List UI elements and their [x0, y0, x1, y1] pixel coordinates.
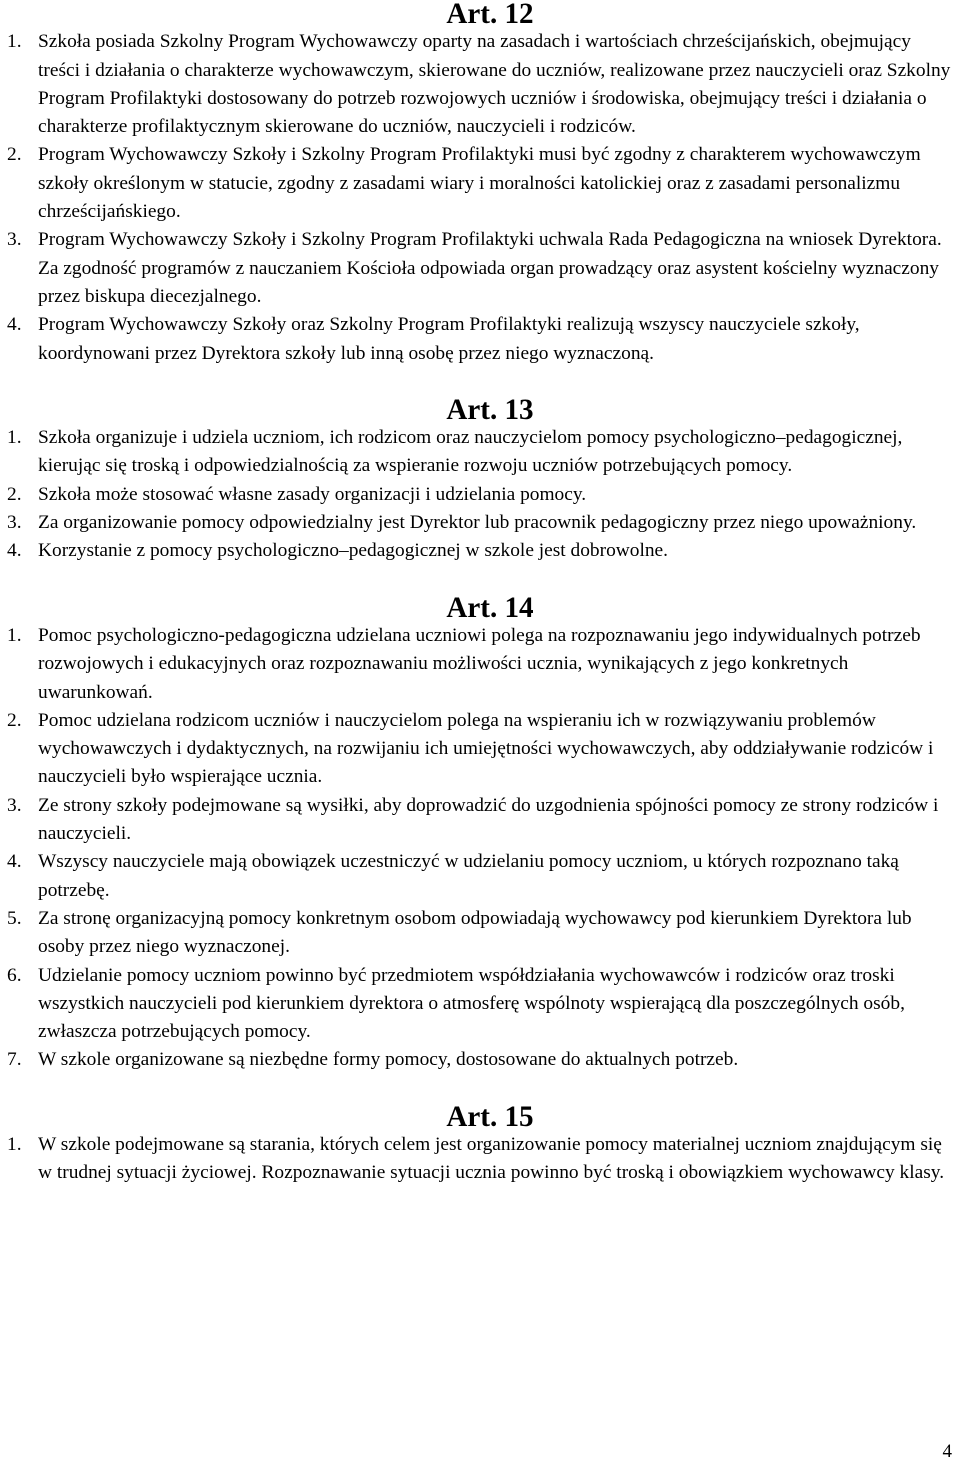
paragraph-text: Program Wychowawczy Szkoły i Szkolny Program Profilaktyki musi być zgodny z charakterem wychowawczym szkoły określonym w statucie, zgodny z zasadami wiary i moralności katolickiej oraz z zasadami personalizmu chrześcijańskiego. [38, 144, 921, 223]
paragraph [0, 848, 960, 905]
article-14 [0, 591, 960, 1075]
paragraph-text: Szkoła organizuje i udziela uczniom, ich rodzicom oraz nauczycielom pomocy psychologiczno–pedagogicznej, kierując się troską i odpowiedzialnością za wspieranie rozwoju uczniów potrzebujących pomocy. [38, 427, 903, 477]
paragraph-number: 3. [7, 512, 22, 534]
article-15 [0, 1100, 960, 1188]
paragraph-text: Za organizowanie pomocy odpowiedzialny jest Dyrektor lub pracownik pedagogiczny przez niego upoważniony. [38, 512, 917, 534]
paragraph-text: Korzystanie z pomocy psychologiczno–pedagogicznej w szkole jest dobrowolne. [38, 540, 669, 562]
paragraph-text: Ze strony szkoły podejmowane są wysiłki, aby doprowadzić do uzgodnienia spójności pomocy ze strony rodziców i nauczycieli. [38, 794, 939, 845]
paragraph-number: 3. [7, 794, 22, 816]
article-title: Art. 14 [446, 591, 534, 624]
paragraph-number: 4. [7, 314, 22, 336]
paragraph-text: Udzielanie pomocy uczniom powinno być przedmiotem współdziałania wychowawców i rodziców oraz troski wszystkich nauczycieli pod kierunkiem dyrektora o atmosferę wspólnoty wspierającą dla poszczególnych osób, zwłaszcza potrzebujących pomocy. [38, 964, 905, 1043]
paragraph-text: Szkoła posiada Szkolny Program Wychowawczy oparty na zasadach i wartościach chrześcijańskich, obejmujący treści i działania o charakterze wychowawczym, skierowane do uczniów, realizowane przez nauczycieli oraz Szkolny Program Profilaktyki dostosowany do potrzeb rozwojowych uczniów i środowiska, obejmujący treści i działania o charakterze profilaktycznym skierowane do uczniów, nauczycieli i rodziców. [38, 31, 951, 138]
paragraph-number: 1. [7, 624, 22, 646]
article-title: Art. 13 [446, 393, 534, 426]
paragraph-text: Program Wychowawczy Szkoły oraz Szkolny Program Profilaktyki realizują wszyscy nauczyciele szkoły, koordynowani przez Dyrektora szkoły lub inną osobę przez niego wyznaczoną. [38, 314, 860, 364]
paragraph [0, 424, 960, 481]
paragraph-text: W szkole podejmowane są starania, których celem jest organizowanie pomocy materialnej uczniom znajdującym się w trudnej sytuacji życiowej. Rozpoznawanie sytuacji ucznia powinno być troską i obowiązkiem wychowawcy klasy. [38, 1133, 945, 1184]
paragraph-text: Pomoc udzielana rodzicom uczniów i nauczycielom polega na wspieraniu ich w rozwiązywaniu problemów wychowawczych i dydaktycznych, na rozwijaniu ich umiejętności wychowawczych, aby oddziaływanie rodziców i nauczycieli było wspierające ucznia. [38, 709, 934, 788]
paragraph [0, 962, 960, 1047]
article-title: Art. 15 [446, 1100, 534, 1133]
spacer [0, 1075, 960, 1103]
paragraph-text: W szkole organizowane są niezbędne formy pomocy, dostosowane do aktualnych potrzeb. [38, 1049, 739, 1071]
spacer [0, 566, 960, 594]
paragraph-number: 2. [7, 709, 22, 731]
paragraph-number: 6. [7, 964, 22, 986]
paragraph [0, 141, 960, 226]
article-13 [0, 393, 960, 566]
paragraph [0, 226, 960, 311]
paragraph [0, 622, 960, 707]
paragraph [0, 792, 960, 849]
paragraph-text: Szkoła może stosować własne zasady organizacji i udzielania pomocy. [38, 483, 587, 505]
paragraph-number: 1. [7, 1133, 22, 1155]
paragraph-number: 2. [7, 144, 22, 166]
paragraph [0, 509, 960, 537]
paragraph [0, 707, 960, 792]
paragraph [0, 905, 960, 962]
paragraph-number: 3. [7, 229, 22, 251]
paragraph [0, 1131, 960, 1188]
paragraph [0, 481, 960, 509]
paragraph-number: 5. [7, 907, 22, 929]
paragraph [0, 537, 960, 565]
paragraph-number: 1. [7, 31, 22, 53]
paragraph-number: 4. [7, 851, 22, 873]
paragraph-number: 4. [7, 540, 22, 562]
article-title: Art. 12 [446, 0, 534, 30]
paragraph-text: Pomoc psychologiczno-pedagogiczna udzielana uczniowi polega na rozpoznawaniu jego indywidualnych potrzeb rozwojowych i edukacyjnych oraz rozpoznawaniu możliwości ucznia, wynikających z jego konkretnych uwarunkowań. [38, 624, 921, 703]
paragraph-text: Za stronę organizacyjną pomocy konkretnym osobom odpowiadają wychowawcy pod kierunkiem Dyrektora lub osoby przez niego wyznaczonej. [38, 907, 912, 958]
paragraph-number: 7. [7, 1049, 22, 1071]
paragraph [0, 1046, 960, 1074]
paragraph-text: Program Wychowawczy Szkoły i Szkolny Program Profilaktyki uchwala Rada Pedagogiczna na wniosek Dyrektora. Za zgodność programów z nauczaniem Kościoła odpowiada organ prowadzący oraz asystent kościelny wyznaczony przez biskupa diecezjalnego. [38, 229, 942, 307]
paragraph [0, 28, 960, 141]
page-number: 4 [942, 1441, 952, 1462]
paragraph [0, 311, 960, 368]
spacer [0, 368, 960, 396]
paragraph-text: Wszyscy nauczyciele mają obowiązek uczestniczyć w udzielaniu pomocy uczniom, u których rozpoznano taką potrzebę. [38, 851, 899, 901]
paragraph-number: 2. [7, 483, 22, 505]
article-12 [0, 0, 960, 368]
paragraph-number: 1. [7, 427, 22, 449]
